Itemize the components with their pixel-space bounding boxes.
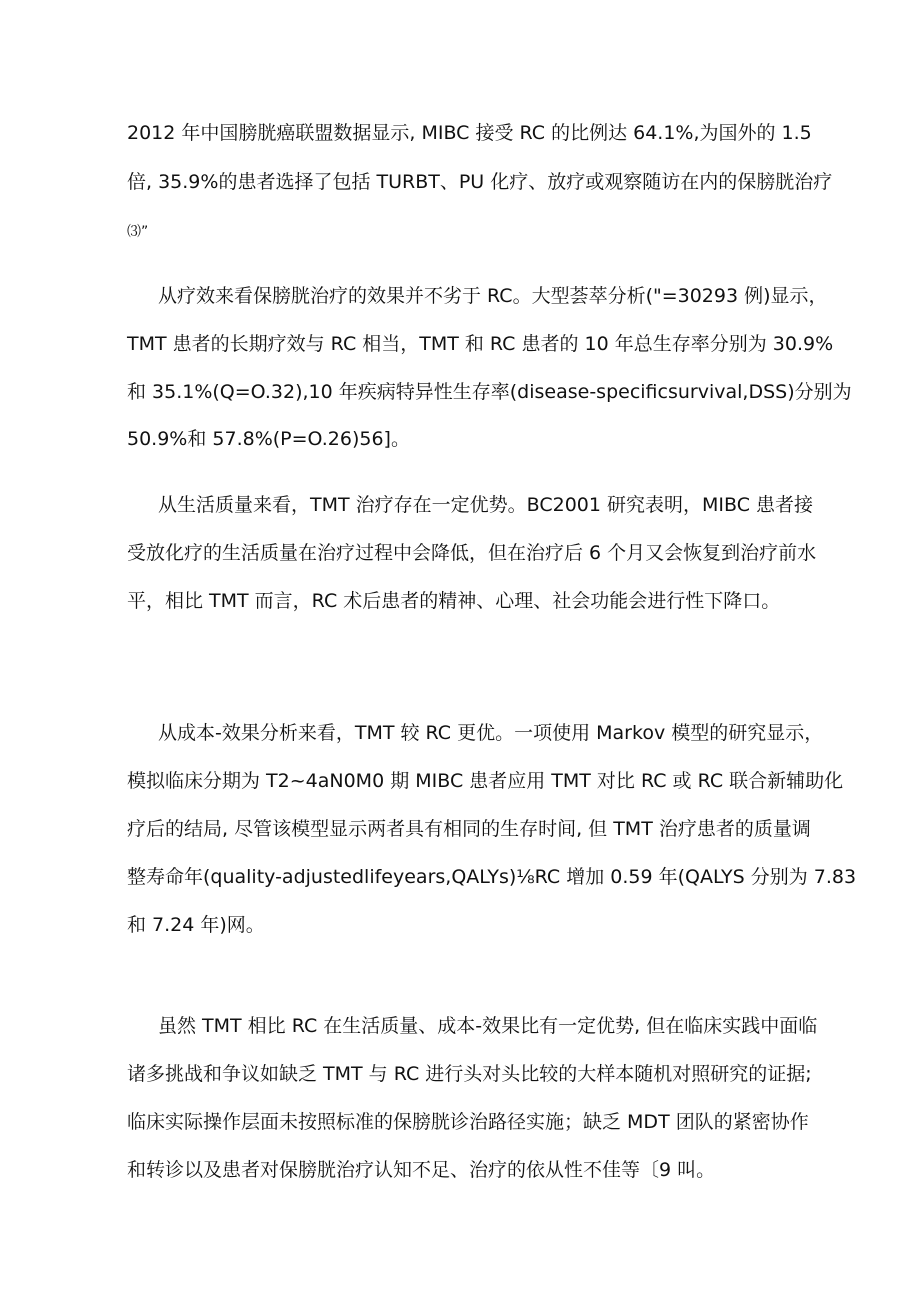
paragraph-4-line-3: 疗后的结局, 尽管该模型显示两者具有相同的生存时间, 但 TMT 治疗患者的质量调 [127, 818, 811, 840]
paragraph-1-line-3: ⑶” [127, 224, 149, 240]
paragraph-5-line-1: 虽然 TMT 相比 RC 在生活质量、成本-效果比有一定优势, 但在临床实践中面临 [158, 1015, 818, 1037]
paragraph-2-line-4: 50.9%和 57.8%(P=O.26)56]。 [127, 428, 410, 450]
paragraph-4-line-1: 从成本-效果分析来看，TMT 较 RC 更优。一项使用 Markov 模型的研究显示， [158, 722, 824, 744]
paragraph-3-line-2: 受放化疗的生活质量在治疗过程中会降低，但在治疗后 6 个月又会恢复到治疗前水 [127, 542, 817, 564]
paragraph-2-line-1: 从疗效来看保膀胱治疗的效果并不劣于 RC。大型荟萃分析("=30293 例)显示， [158, 285, 828, 307]
paragraph-4-line-5: 和 7.24 年)网。 [127, 914, 265, 936]
paragraph-3-line-3: 平，相比 TMT 而言，RC 术后患者的精神、心理、社会功能会进行性下降口。 [127, 590, 781, 612]
paragraph-5-line-3: 临床实际操作层面未按照标准的保膀胱诊治路径实施；缺乏 MDT 团队的紧密协作 [127, 1111, 809, 1133]
paragraph-1-line-1: 2012 年中国膀胱癌联盟数据显示, MIBC 接受 RC 的比例达 64.1%,为国外的 1.5 [127, 122, 812, 144]
paragraph-5-line-2: 诸多挑战和争议如缺乏 TMT 与 RC 进行头对头比较的大样本随机对照研究的证据; [127, 1063, 812, 1085]
paragraph-5-line-4: 和转诊以及患者对保膀胱治疗认知不足、治疗的依从性不佳等〔9 叫。 [127, 1159, 716, 1181]
paragraph-2-line-2: TMT 患者的长期疗效与 RC 相当，TMT 和 RC 患者的 10 年总生存率分别为 30.9% [127, 333, 834, 355]
paragraph-2-line-3: 和 35.1%(Q=O.32),10 年疾病特异性生存率(disease-specificsurvival,DSS)分别为 [127, 381, 852, 403]
paragraph-4-line-2: 模拟临床分期为 T2~4aN0M0 期 MIBC 患者应用 TMT 对比 RC 或 RC 联合新辅助化 [127, 770, 844, 792]
paragraph-3-line-1: 从生活质量来看，TMT 治疗存在一定优势。BC2001 研究表明，MIBC 患者接 [158, 494, 814, 516]
paragraph-1-line-2: 倍, 35.9%的患者选择了包括 TURBT、PU 化疗、放疗或观察随访在内的保膀胱治疗 [127, 171, 833, 193]
paragraph-4-line-4: 整寿命年(quality-adjustedlifeyears,QALYs)⅛RC 增加 0.59 年(QALYS 分别为 7.83 [127, 866, 857, 888]
